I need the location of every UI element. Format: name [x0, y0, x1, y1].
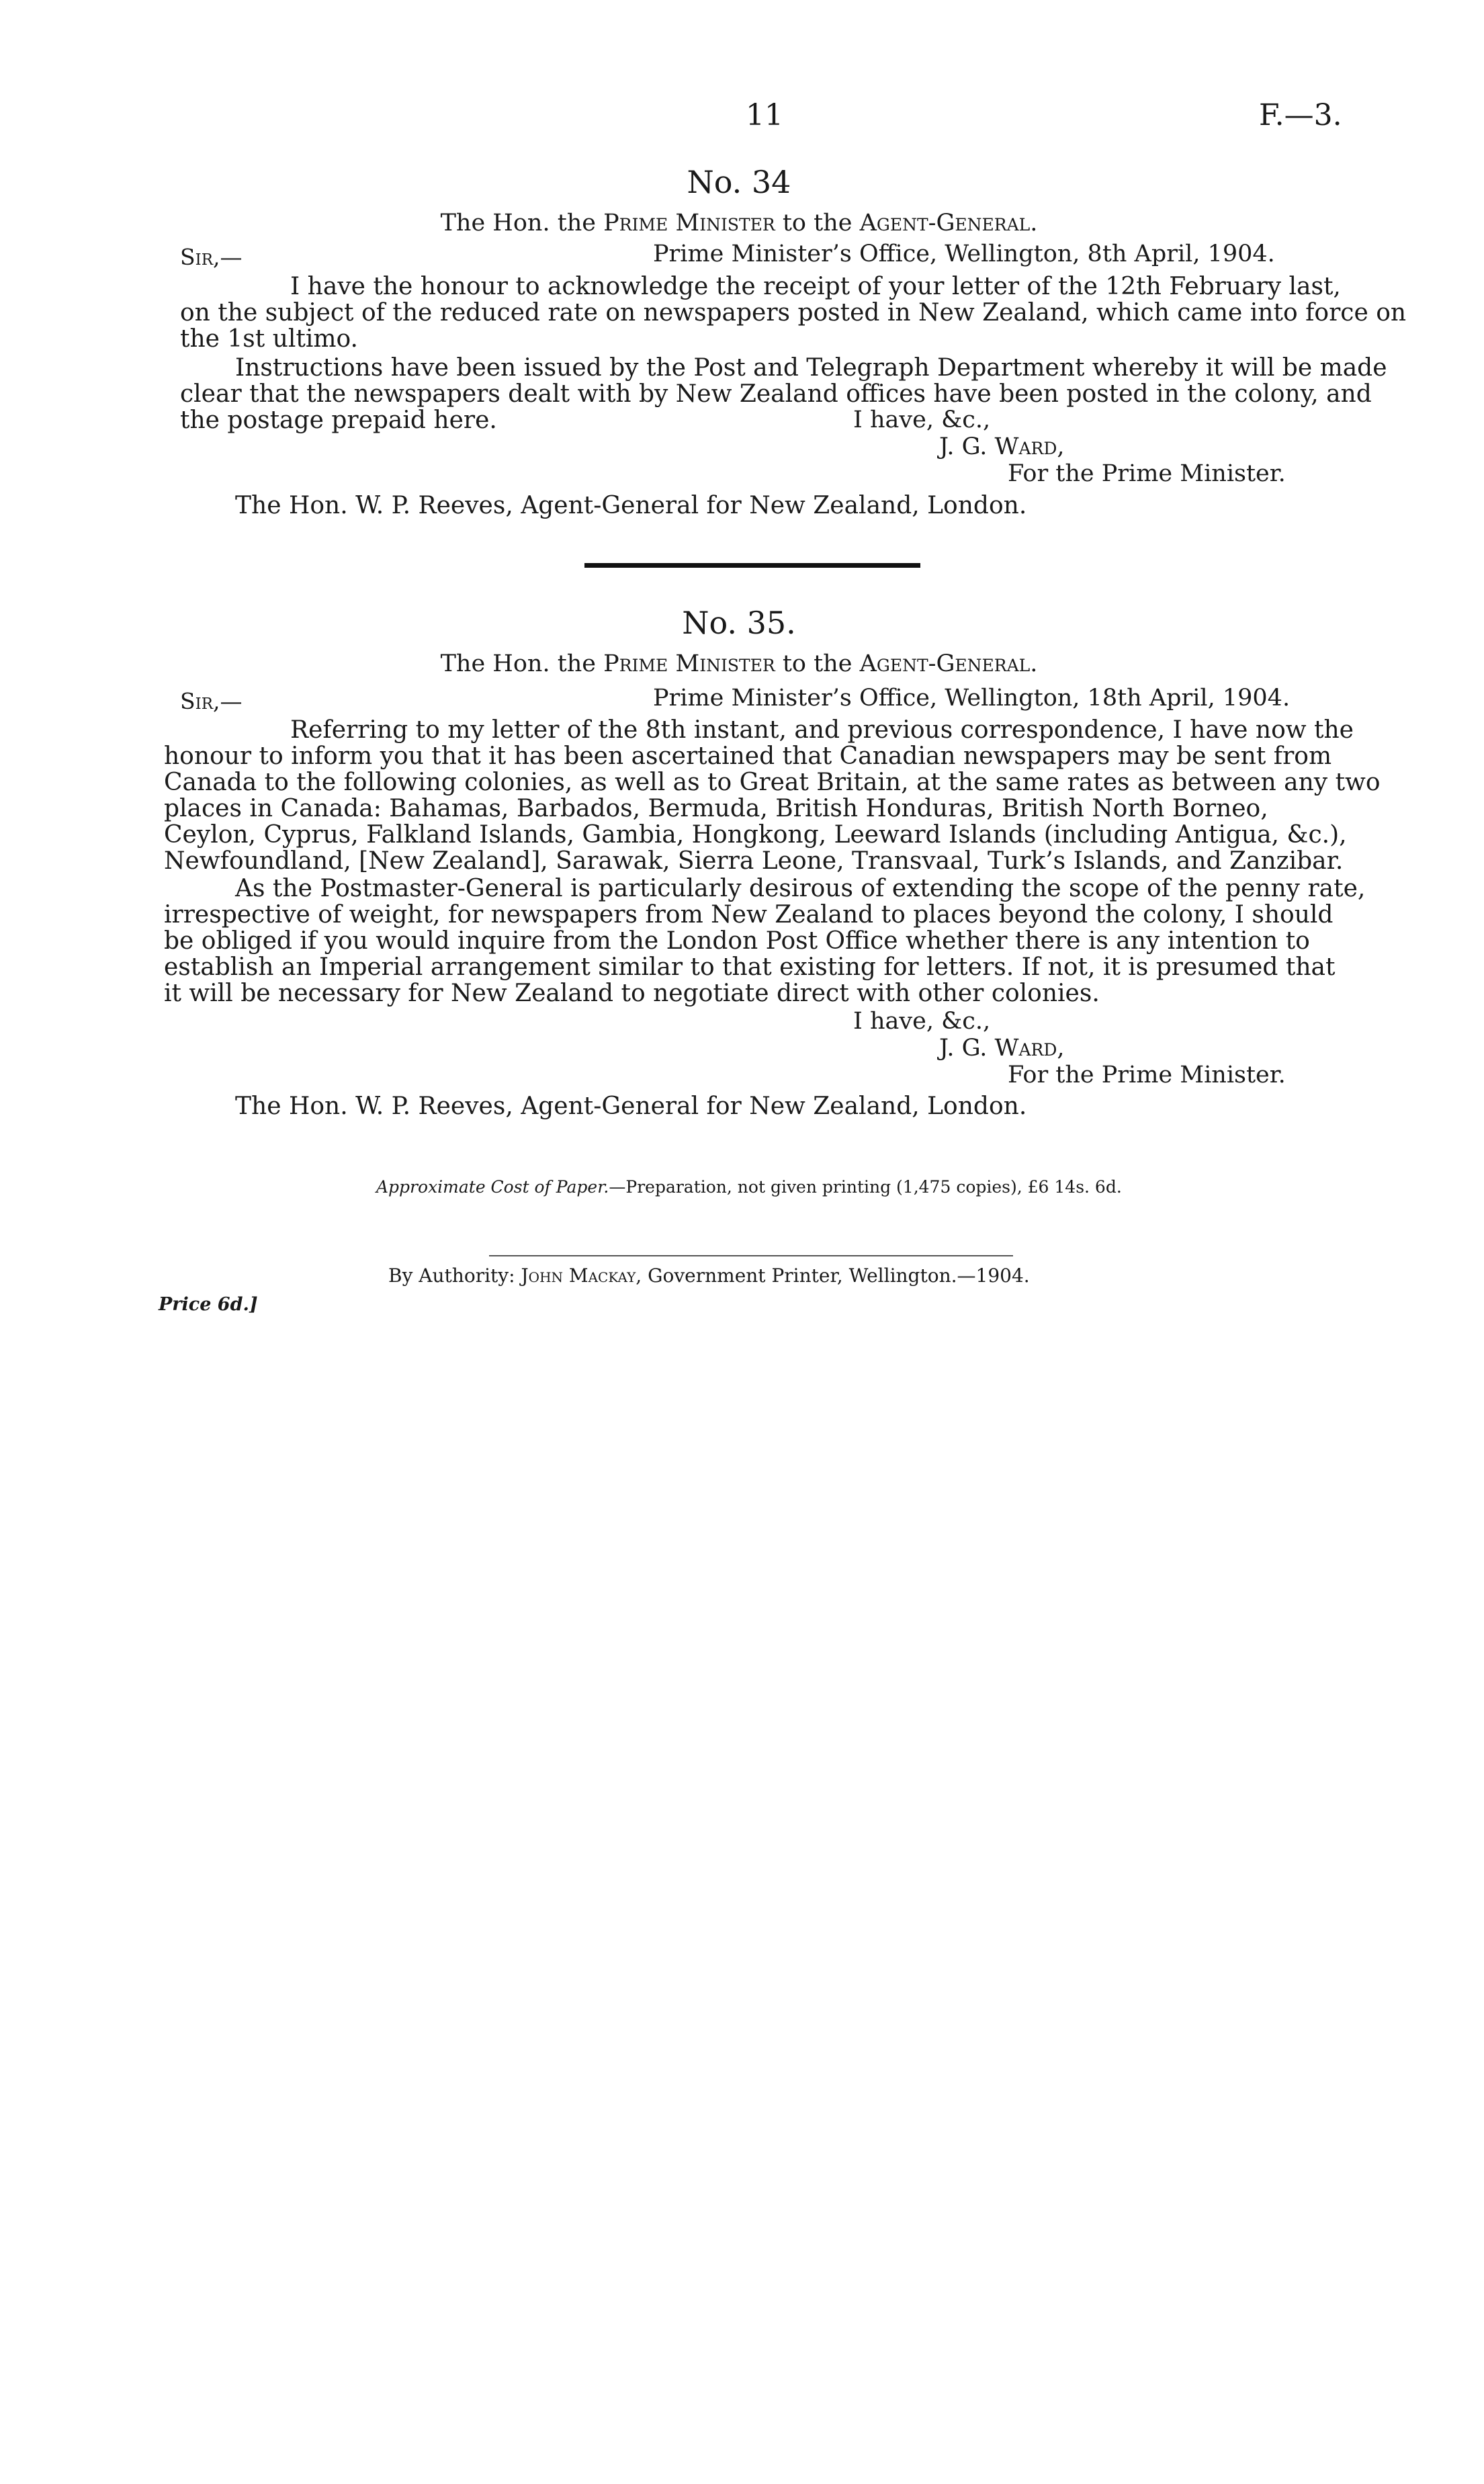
letter-34-para1-line: I have the honour to acknowledge the receipt of your letter of the 12th February last,	[290, 273, 1341, 300]
cost-of-paper-note	[376, 1177, 1122, 1197]
heading-mid: to the	[782, 650, 853, 677]
authority-post: Government Printer, Wellington.—1904.	[648, 1265, 1030, 1287]
letter-35-place-date: Prime Minister’s Office, Wellington, 18th April, 1904.	[653, 685, 1291, 712]
letter-34-place-date: Prime Minister’s Office, Wellington, 8th April, 1904.	[653, 241, 1275, 267]
letter-35-para2-line: establish an Imperial arrangement similar to that existing for letters. If not, it is presumed that	[164, 953, 1336, 981]
heading-mid: to the	[782, 210, 853, 237]
authority-name: John Mackay,	[521, 1265, 642, 1287]
letter-34-addressee: The Hon. W. P. Reeves, Agent-General for New Zealand, London.	[235, 492, 1027, 519]
heading-pre: The Hon. the	[440, 210, 597, 237]
letter-35-para1-line: honour to inform you that it has been ascertained that Canadian newspapers may be sent from	[164, 742, 1332, 770]
cost-label: Approximate Cost of Paper.	[376, 1177, 609, 1197]
letter-34-para2-line: clear that the newspapers dealt with by New Zealand offices have been posted in the colony, and	[180, 380, 1372, 408]
letter-34-signature: J. G. Ward,	[939, 433, 1065, 460]
letter-35-para2-line: irrespective of weight, for newspapers from New Zealand to places beyond the colony, I should	[164, 901, 1334, 929]
heading-from: Prime Minister	[603, 210, 775, 237]
letter-35-para1-line: Referring to my letter of the 8th instant, and previous correspondence, I have now the	[290, 716, 1354, 744]
letter-34-para1-line: the 1st ultimo.	[180, 325, 358, 353]
letter-35-salutation: Sir,—	[180, 688, 243, 714]
cost-text: —Preparation, not given printing (1,475 copies), £6 14s. 6d.	[609, 1177, 1122, 1197]
heading-to: Agent-General.	[859, 210, 1038, 237]
heading-to: Agent-General.	[859, 650, 1038, 677]
letter-35-para2-line: As the Postmaster-General is particularly desirous of extending the scope of the penny rate,	[235, 875, 1366, 902]
letter-34-heading	[202, 210, 1276, 237]
letter-34-number: No. 34	[687, 164, 791, 200]
letter-34-para1-line: on the subject of the reduced rate on newspapers posted in New Zealand, which came into force on	[180, 299, 1407, 327]
letter-35-para1-line: Newfoundland, [New Zealand], Sarawak, Sierra Leone, Transvaal, Turk’s Islands, and Zanzibar.	[164, 847, 1344, 875]
letter-35-number: No. 35.	[682, 605, 796, 641]
page-number: 11	[746, 98, 783, 132]
letter-35-sign-role: For the Prime Minister.	[1008, 1062, 1286, 1088]
letter-35-addressee: The Hon. W. P. Reeves, Agent-General for New Zealand, London.	[235, 1093, 1027, 1120]
document-reference: F.—3.	[1259, 98, 1342, 132]
heading-pre: The Hon. the	[440, 650, 597, 677]
letter-35-closing: I have, &c.,	[853, 1008, 991, 1035]
letter-34-para2-line: Instructions have been issued by the Post and Telegraph Department whereby it will be made	[235, 354, 1387, 382]
letter-35-signature: J. G. Ward,	[939, 1035, 1065, 1062]
letter-35-para2-line: be obliged if you would inquire from the London Post Office whether there is any intention to	[164, 927, 1310, 955]
letter-34-sign-role: For the Prime Minister.	[1008, 460, 1286, 487]
section-divider	[584, 563, 920, 568]
printer-authority	[388, 1265, 1030, 1287]
letter-35-heading	[202, 650, 1276, 677]
letter-35-para1-line: Ceylon, Cyprus, Falkland Islands, Gambia, Hongkong, Leeward Islands (including Antigua, &c.),	[164, 821, 1347, 849]
letter-35-para1-line: Canada to the following colonies, as well as to Great Britain, at the same rates as between any two	[164, 769, 1381, 796]
letter-35-para1-line: places in Canada: Bahamas, Barbados, Bermuda, British Honduras, British North Borneo,	[164, 795, 1268, 822]
letter-34-closing: I have, &c.,	[853, 406, 991, 433]
letter-34-para2-line: the postage prepaid here.	[180, 406, 497, 434]
letter-35-para2-line: it will be necessary for New Zealand to negotiate direct with other colonies.	[164, 980, 1100, 1007]
footer-rule	[489, 1255, 1013, 1256]
authority-pre: By Authority:	[388, 1265, 515, 1287]
price-note: Price 6d.]	[159, 1294, 258, 1315]
letter-34-salutation: Sir,—	[180, 244, 243, 270]
heading-from: Prime Minister	[603, 650, 775, 677]
